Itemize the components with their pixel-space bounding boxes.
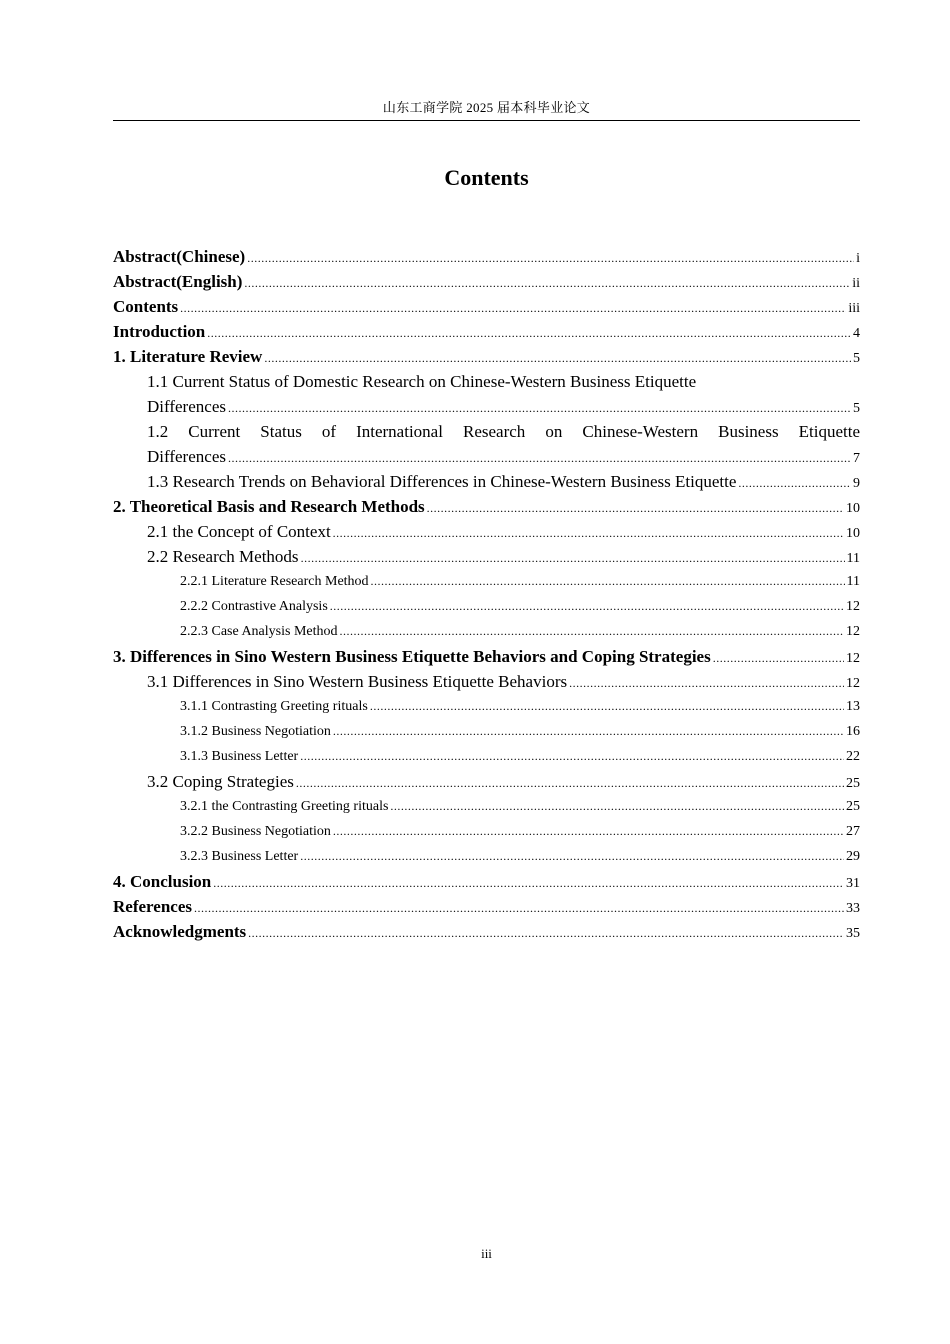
- toc-entry-label: 1. Literature Review: [113, 347, 263, 366]
- toc-entry-3-2-1[interactable]: [113, 794, 860, 819]
- dot-leader: [296, 771, 844, 796]
- toc-entry-label: References: [113, 897, 192, 916]
- toc-entry-label: 3. Differences in Sino Western Business Etiquette Behaviors and Coping Strategies: [113, 647, 711, 666]
- toc-entry-page: 25: [846, 776, 860, 791]
- toc-entry-3-1-1[interactable]: [113, 694, 860, 719]
- toc-entry-page: 11: [846, 574, 860, 589]
- dot-leader: [370, 694, 844, 719]
- table-of-contents: [113, 244, 860, 944]
- toc-entry-page: iii: [848, 301, 860, 316]
- page-title: Contents: [444, 165, 529, 190]
- toc-entry-page: 31: [846, 876, 860, 891]
- dot-leader: [333, 521, 844, 546]
- toc-entry-label: 2.2 Research Methods: [147, 547, 299, 566]
- toc-entry-2-1[interactable]: [113, 519, 860, 544]
- toc-entry-label: 2.2.1 Literature Research Method: [180, 574, 369, 589]
- toc-entry-page: 33: [846, 901, 860, 916]
- toc-entry-page: 35: [846, 926, 860, 941]
- toc-entry-label: 3.2.1 the Contrasting Greeting rituals: [180, 799, 389, 814]
- toc-entry-label-continued: Differences: [147, 447, 226, 466]
- dot-leader: [301, 546, 845, 571]
- dot-leader: [738, 471, 851, 496]
- dot-leader: [333, 719, 844, 744]
- toc-entry-page: 4: [853, 326, 860, 341]
- toc-entry-label: 1.1 Current Status of Domestic Research on Chinese-Western Business Etiquette: [147, 372, 697, 391]
- toc-entry-page: 10: [846, 526, 860, 541]
- toc-entry-label: 4. Conclusion: [113, 872, 212, 891]
- toc-entry-chapter-3[interactable]: [113, 644, 860, 669]
- page-number: iii: [481, 1246, 492, 1261]
- toc-entry-3-1[interactable]: [113, 669, 860, 694]
- dot-leader: [213, 871, 844, 896]
- toc-entry-page: i: [856, 251, 860, 266]
- toc-entry-abstract-english[interactable]: [113, 269, 860, 294]
- toc-entry-introduction[interactable]: [113, 319, 860, 344]
- toc-entry-label: 3.1 Differences in Sino Western Business Etiquette Behaviors: [147, 672, 568, 691]
- toc-entry-page: 10: [846, 501, 860, 516]
- toc-entry-page: 11: [846, 551, 860, 566]
- toc-entry-label: Abstract(English): [113, 272, 243, 291]
- toc-entry-contents[interactable]: [113, 294, 860, 319]
- toc-entry-label: 3.1.1 Contrasting Greeting rituals: [180, 699, 368, 714]
- toc-entry-label: 2. Theoretical Basis and Research Methods: [113, 497, 425, 516]
- toc-entry-2-2-3[interactable]: [113, 619, 860, 644]
- toc-entry-conclusion[interactable]: [113, 869, 860, 894]
- toc-entry-label: 2.1 the Concept of Context: [147, 522, 331, 541]
- dot-leader: [330, 594, 844, 619]
- toc-entry-3-2[interactable]: [113, 769, 860, 794]
- toc-entry-page: 12: [846, 599, 860, 614]
- dot-leader: [300, 744, 844, 769]
- dot-leader: [264, 346, 851, 371]
- toc-entry-page: 5: [853, 401, 860, 416]
- dot-leader: [228, 396, 851, 421]
- toc-entry-page: 16: [846, 724, 860, 739]
- toc-entry-3-1-3[interactable]: [113, 744, 860, 769]
- toc-entry-3-2-2[interactable]: [113, 819, 860, 844]
- dot-leader: [244, 271, 850, 296]
- dot-leader: [228, 446, 851, 471]
- toc-entry-label: 3.1.2 Business Negotiation: [180, 724, 331, 739]
- dot-leader: [300, 844, 844, 869]
- toc-entry-3-1-2[interactable]: [113, 719, 860, 744]
- toc-entry-abstract-chinese[interactable]: [113, 244, 860, 269]
- toc-entry-page: 29: [846, 849, 860, 864]
- toc-entry-1-2-line2[interactable]: [113, 444, 860, 469]
- dot-leader: [713, 646, 844, 671]
- header-rule: [113, 120, 860, 121]
- toc-entry-1-1-line1[interactable]: [113, 369, 860, 394]
- toc-entry-2-2[interactable]: [113, 544, 860, 569]
- toc-entry-page: 12: [846, 651, 860, 666]
- toc-entry-label: Abstract(Chinese): [113, 247, 246, 266]
- toc-entry-page: 12: [846, 676, 860, 691]
- toc-entry-page: 27: [846, 824, 860, 839]
- running-header: 山东工商学院 2025 届本科毕业论文: [382, 100, 591, 115]
- toc-entry-page: 22: [846, 749, 860, 764]
- toc-entry-label: 3.2 Coping Strategies: [147, 772, 294, 791]
- toc-entry-page: 9: [853, 476, 860, 491]
- dot-leader: [207, 321, 851, 346]
- toc-entry-references[interactable]: [113, 894, 860, 919]
- toc-entry-1-3[interactable]: [113, 469, 860, 494]
- toc-entry-page: 13: [846, 699, 860, 714]
- toc-entry-2-2-2[interactable]: [113, 594, 860, 619]
- toc-entry-label: 2.2.3 Case Analysis Method: [180, 624, 338, 639]
- toc-entry-1-1-line2[interactable]: [113, 394, 860, 419]
- dot-leader: [371, 569, 845, 594]
- toc-entry-label: 2.2.2 Contrastive Analysis: [180, 599, 328, 614]
- toc-entry-1-2-line1[interactable]: [113, 419, 860, 444]
- dot-leader: [194, 896, 844, 921]
- toc-entry-label: Introduction: [113, 322, 206, 341]
- toc-entry-2-2-1[interactable]: [113, 569, 860, 594]
- toc-entry-chapter-2[interactable]: [113, 494, 860, 519]
- toc-entry-label: 3.2.3 Business Letter: [180, 849, 299, 864]
- toc-entry-page: 7: [853, 451, 860, 466]
- dot-leader: [340, 619, 845, 644]
- toc-entry-page: ii: [852, 276, 860, 291]
- dot-leader: [248, 921, 844, 946]
- toc-entry-page: 12: [846, 624, 860, 639]
- toc-entry-page: 25: [846, 799, 860, 814]
- toc-entry-label: 1.3 Research Trends on Behavioral Differences in Chinese-Western Business Etiquette: [147, 472, 737, 491]
- dot-leader: [569, 671, 844, 696]
- toc-entry-label: Acknowledgments: [113, 922, 247, 941]
- toc-entry-label: 3.1.3 Business Letter: [180, 749, 299, 764]
- dot-leader: [427, 496, 844, 521]
- toc-entry-label-continued: Differences: [147, 397, 226, 416]
- dot-leader: [390, 794, 844, 819]
- toc-entry-3-2-3[interactable]: [113, 844, 860, 869]
- toc-entry-page: 5: [853, 351, 860, 366]
- toc-entry-literature-review[interactable]: [113, 344, 860, 369]
- toc-entry-label: Contents: [113, 297, 179, 316]
- dot-leader: [180, 296, 846, 321]
- dot-leader: [247, 246, 854, 271]
- toc-entry-label: 3.2.2 Business Negotiation: [180, 824, 331, 839]
- toc-entry-acknowledgments[interactable]: [113, 919, 860, 944]
- toc-entry-label: 1.2 Current Status of International Research on Chinese-Western Business Etiquette: [147, 422, 860, 441]
- dot-leader: [333, 819, 844, 844]
